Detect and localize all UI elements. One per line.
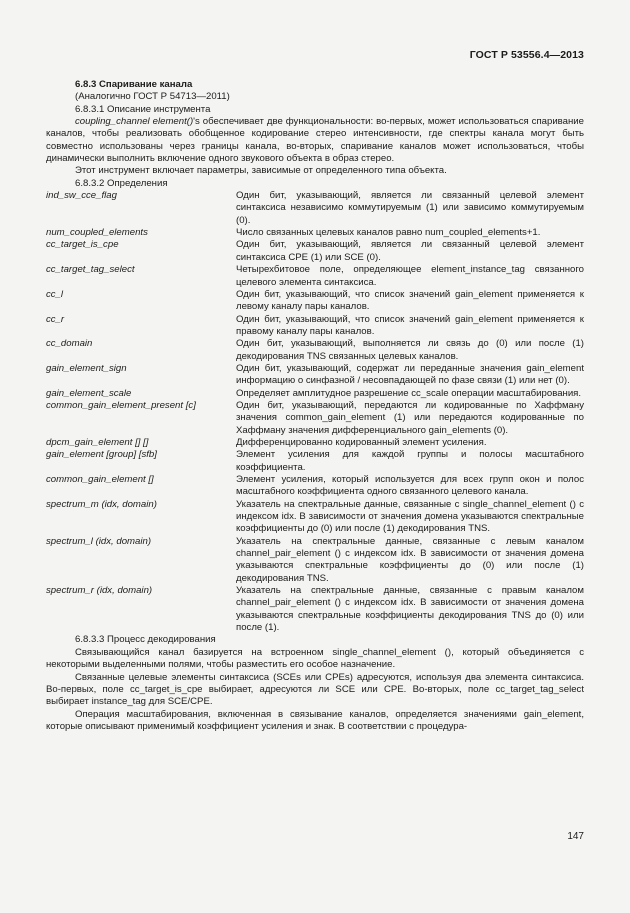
definition-text: Один бит, указывающий, является ли связанный целевой элемент синтаксиса CPE (1) или SCE (0).: [236, 239, 584, 263]
definition-term: cc_target_tag_select: [46, 264, 135, 276]
definition-term: spectrum_l (idx, domain): [46, 535, 152, 547]
definition-row: [46, 338, 584, 363]
definition-term: ind_sw_cce_flag: [46, 190, 117, 202]
definition-row: [46, 239, 584, 264]
definition-row: [46, 289, 584, 314]
definition-row: [46, 449, 584, 474]
document-header: ГОСТ Р 53556.4—2013: [469, 49, 584, 61]
definition-text: Элемент усиления для каждой группы и полосы масштабного коэффициента.: [236, 449, 584, 473]
definition-term: gain_element_sign: [46, 362, 127, 374]
intro-term: coupling_channel element(): [75, 116, 194, 128]
params-paragraph: Этот инструмент включает параметры, зависимые от определенного типа объекта.: [75, 165, 447, 177]
definition-row: [46, 585, 584, 634]
definition-row: [46, 536, 584, 585]
definition-text: Один бит, указывающий, что список значений gain_element применяется к левому каналу пары каналов.: [236, 288, 584, 313]
definition-row: [46, 314, 584, 339]
definition-row: [46, 227, 584, 239]
intro-text: 's обеспечивает две функциональности: во-первых, может использоваться спаривание каналов, чтобы реализовать обобщенное кодирование стерео интенсивности, где спектры канала могут быть совместно использованы через границы канала, во-вторых, спаривание каналов может использоваться, чтобы динамически выполнить включение одного звукового объекта в образ стерео.: [46, 116, 584, 165]
definition-term: cc_l: [46, 288, 64, 300]
definition-text: Указатель на спектральные данные, связанные с правым каналом channel_pair_element () с индексом idx. В зависимости от значения домена указываются спектральные коэффициенты декодирования TNS до (0) или после (1).: [236, 585, 584, 634]
definition-term: spectrum_r (idx, domain): [46, 585, 153, 597]
subsection-heading-description: 6.8.3.1 Описание инструмента: [75, 103, 211, 115]
definition-term: dpcm_gain_element [] []: [46, 436, 149, 448]
definition-text: Указатель на спектральные данные, связанные с левым каналом channel_pair_element () с индексом idx. В зависимости от значения домена указываются спектральные коэффициенты до (0) или после (1) декодирования TNS.: [236, 535, 584, 584]
page-content: [46, 79, 584, 733]
definition-term: gain_element [group] [sfb]: [46, 449, 157, 461]
definition-term: common_gain_element []: [46, 474, 154, 485]
definition-term: gain_element_scale: [46, 387, 132, 399]
definition-text: Один бит, указывающий, выполняется ли связь до (0) или после (1) декодирования TNS связанных целевых каналов.: [236, 338, 584, 362]
definition-row: [46, 400, 584, 437]
definition-row: [46, 363, 584, 388]
definition-text: Элемент усиления, который используется для всех групп окон и полос масштабного коэффициента одного связанного целевого канала.: [236, 474, 584, 498]
intro-paragraph: [46, 116, 584, 165]
subsection-heading-decoding: 6.8.3.3 Процесс декодирования: [75, 634, 216, 646]
decoding-paragraph-1: Связывающийся канал базируется на встроенном single_channel_element (), который объединяется с некоторыми выделенными полями, чтобы разместить его особое назначение.: [46, 646, 584, 671]
definition-row: [46, 388, 584, 400]
definition-row: [46, 190, 584, 227]
definition-row: [46, 264, 584, 289]
definition-row: [46, 474, 584, 499]
definition-row: [46, 437, 584, 449]
definition-text: Дифференцированно кодированный элемент усиления.: [236, 436, 487, 448]
definition-term: spectrum_m (idx, domain): [46, 498, 157, 510]
definition-term: common_gain_element_present [c]: [46, 399, 196, 411]
page-number: 147: [567, 831, 584, 842]
section-note: (Аналогично ГОСТ Р 54713—2011): [75, 91, 230, 103]
definition-row: [46, 499, 584, 536]
definition-text: Указатель на спектральные данные, связанные с single_channel_element () с индексом idx. В зависимости от значения домена указываются спектральные коэффициенты до (0) или после (1) декодирования TNS.: [236, 498, 584, 535]
definition-term: cc_r: [46, 313, 65, 325]
definition-term: cc_target_is_cpe: [46, 239, 119, 251]
decoding-paragraph-2: Связанные целевые элементы синтаксиса (SCEs или CPEs) адресуются, используя два элемента синтаксиса. Во-первых, поле cc_target_is_cpe выбирает, адресуются ли SCE или CPE. Во-вторых, поле cc_target_tag_select выбирает instance_tag для SCE/CPE.: [46, 671, 584, 708]
definition-text: Один бит, указывающий, является ли связанный целевой элемент синтаксиса независимо коммутируемым (1) или зависимо коммутируемым (0).: [236, 190, 584, 226]
definition-text: Один бит, указывающий, содержат ли переданные значения gain_element информацию о синфазной / несовпадающей по фазе связи (1) или нет (0).: [236, 362, 584, 387]
definition-term: cc_domain: [46, 338, 93, 350]
definition-text: Число связанных целевых каналов равно num_coupled_elements+1.: [236, 227, 541, 239]
definition-text: Определяет амплитудное разрешение cc_scale операции масштабирования.: [236, 387, 582, 399]
subsection-heading-definitions: 6.8.3.2 Определения: [75, 177, 168, 189]
definition-text: Один бит, указывающий, что список значений gain_element применяется к правому каналу пары каналов.: [236, 313, 584, 337]
decoding-paragraph-3: Операция масштабирования, включенная в связывание каналов, определяется значениями gain_element, которые описывают применимый коэффициент усиления и знак. В соответствии с процедура-: [46, 708, 584, 732]
definition-term: num_coupled_elements: [46, 227, 148, 239]
section-title: 6.8.3 Спаривание канала: [75, 79, 193, 90]
definition-text: Четырехбитовое поле, определяющее element_instance_tag связанного целевого элемента синтаксиса.: [236, 264, 584, 288]
definition-text: Один бит, указывающий, передаются ли кодированные по Хаффману значения common_gain_element (1) или передаются кодированные по Хаффману значения дифференциального gain_elements (0).: [236, 399, 584, 436]
definitions-table: [46, 190, 584, 634]
